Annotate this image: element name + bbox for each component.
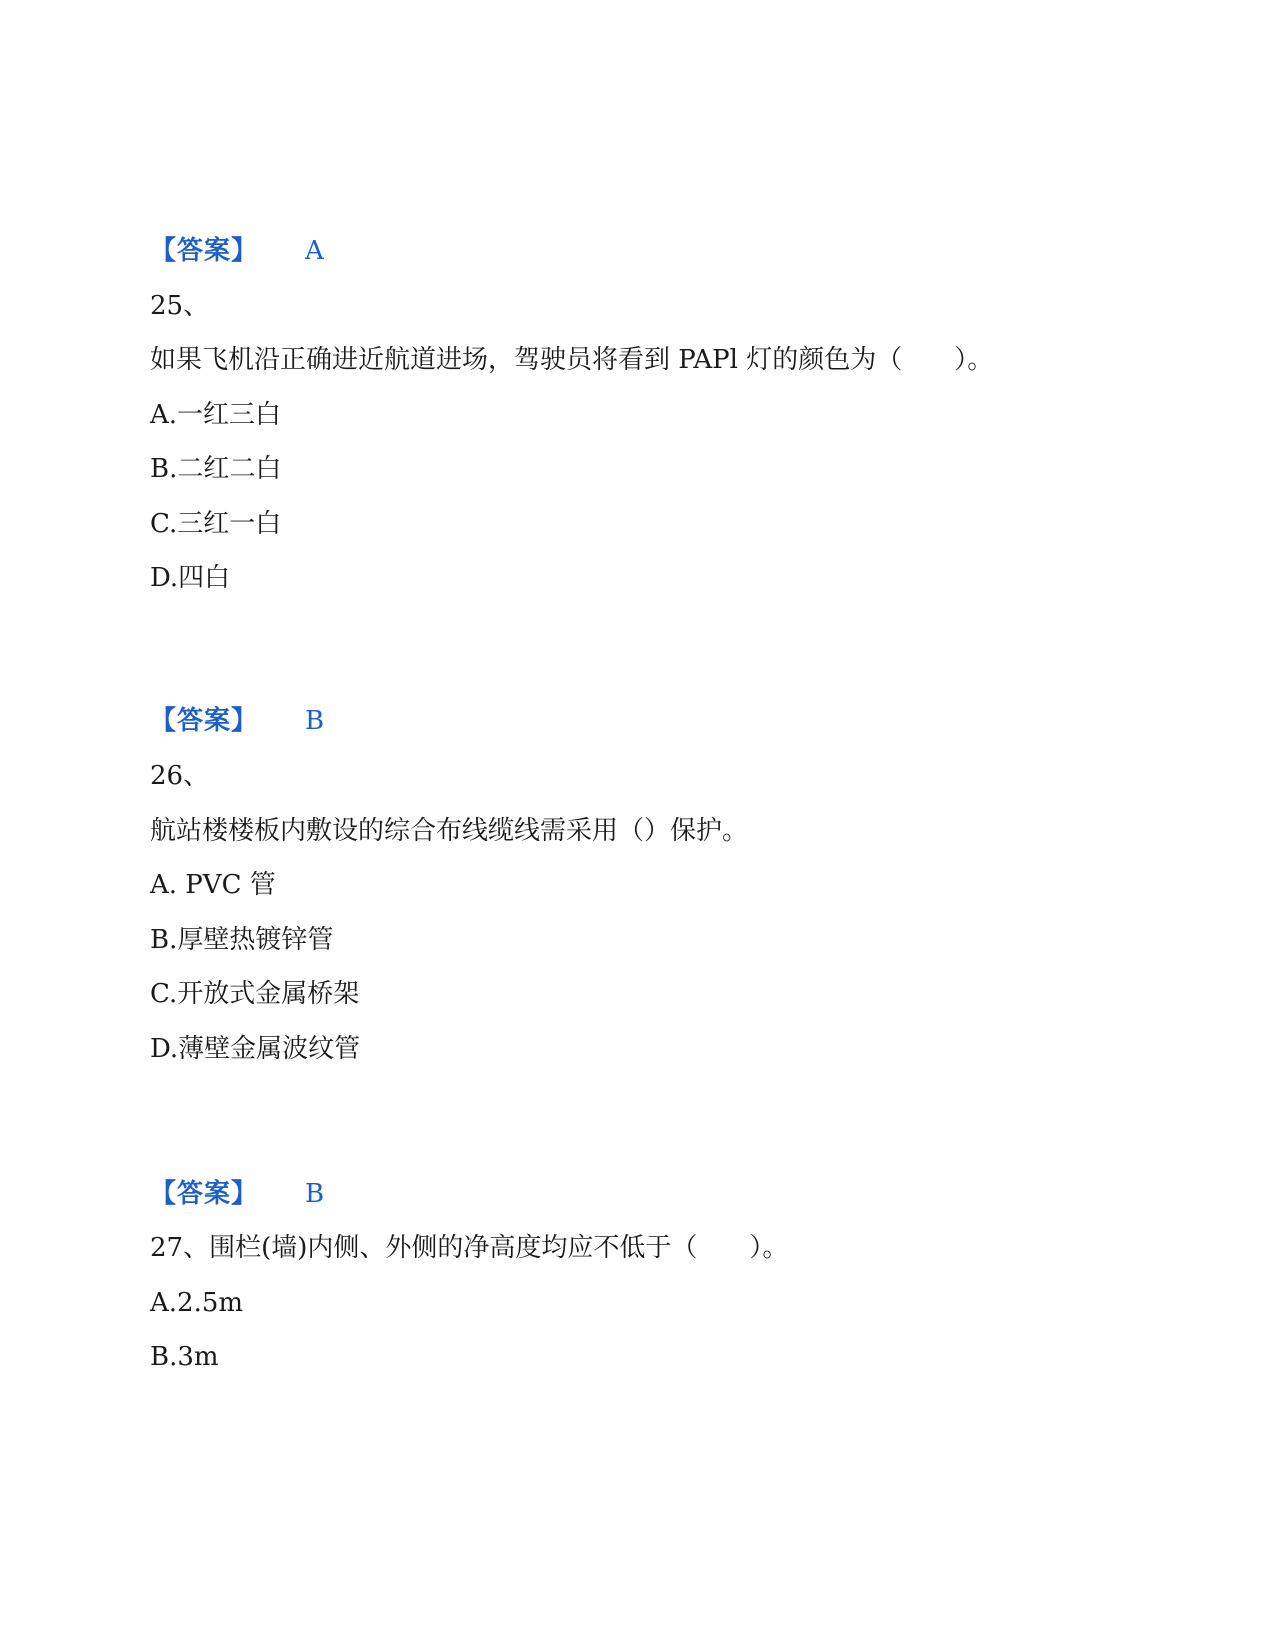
question-number: 25、: [150, 291, 210, 321]
option-b: B.厚壁热镀锌管: [150, 925, 334, 955]
option-a: A.2.5m: [150, 1288, 244, 1318]
answer-value: B: [305, 706, 325, 736]
option-a: A. PVC 管: [150, 870, 276, 900]
question-text: 航站楼楼板内敷设的综合布线缆线需采用（）保护。: [150, 816, 749, 846]
answer-label: 【答案】: [150, 1179, 259, 1209]
option-a: A.一红三白: [150, 400, 282, 430]
answer-row: [150, 1177, 325, 1211]
question-number: 26、: [150, 761, 210, 791]
question-text: 27、围栏(墙)内侧、外侧的净高度均应不低于（ ）。: [150, 1233, 789, 1263]
option-b: B.二红二白: [150, 454, 282, 484]
answer-value: A: [305, 236, 324, 266]
option-b: B.3m: [150, 1342, 219, 1372]
option-d: D.薄壁金属波纹管: [150, 1034, 361, 1064]
option-d: D.四白: [150, 563, 231, 593]
question-text: 如果飞机沿正确进近航道进场，驾驶员将看到 PAPl 灯的颜色为（ ）。: [150, 345, 994, 375]
answer-row: [150, 704, 325, 738]
answer-label: 【答案】: [150, 706, 259, 736]
answer-label: 【答案】: [150, 236, 259, 266]
option-c: C.开放式金属桥架: [150, 979, 360, 1009]
answer-row: [150, 234, 324, 268]
option-c: C.三红一白: [150, 509, 282, 539]
answer-value: B: [305, 1179, 325, 1209]
